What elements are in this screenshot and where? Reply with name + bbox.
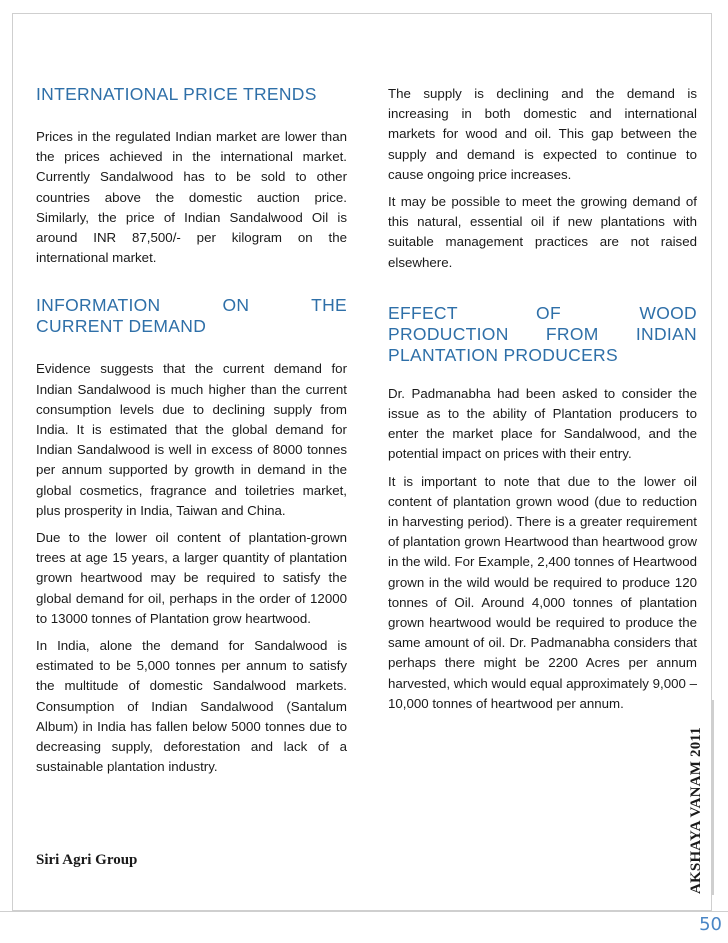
footer-divider bbox=[0, 911, 728, 912]
section-title-international-price-trends: INTERNATIONAL PRICE TRENDS bbox=[36, 84, 317, 104]
paragraph: In India, alone the demand for Sandalwood is estimated to be 5,000 tonnes per annum to satisfy the multitude of domestic Sandalwood markets. Consumption of Indian Sandalwood (Santalum Album) in India has fallen below 5000 tonnes due to decreasing supply, deforestation and lack of a sustainable plantation industry. bbox=[36, 638, 347, 775]
section-title-current-demand-line2: CURRENT DEMAND bbox=[36, 316, 207, 337]
paragraph: Prices in the regulated Indian market are lower than the prices achieved in the international market. Currently Sandalwood has to be sold to other countries above the domestic auction price. Similarly, the price of Indian Sandalwood Oil is around INR 87,500/- per kilogram on the international market. bbox=[36, 129, 347, 266]
magazine-title: AKSHAYA VANAM 2011 bbox=[688, 727, 704, 894]
paragraph: It may be possible to meet the growing demand of this natural, essential oil if new plantations with suitable management practices are not raised elsewhere. bbox=[388, 194, 697, 270]
section-title-effect-line1: EFFECT OF WOOD bbox=[388, 302, 697, 323]
paragraph: Due to the lower oil content of plantation-grown trees at age 15 years, a larger quantity of plantation grown heartwood may be required to satisfy the global demand for oil, perhaps in the order of 12000 to 13000 tonnes of Plantation grow heartwood. bbox=[36, 530, 347, 626]
paragraph: Evidence suggests that the current demand for Indian Sandalwood is much higher than the current consumption levels due to declining supply from India. It is estimated that the global demand for Indian Sandalwood is well in excess of 8000 tonnes per annum supported by growth in demand in the global cosmetics, fragrance and toiletries market, plus prosperity in India, Taiwan and China. bbox=[36, 361, 347, 518]
side-rule bbox=[712, 700, 714, 895]
section-title-effect-line3: PLANTATION PRODUCERS bbox=[388, 344, 618, 365]
paragraph: Dr. Padmanabha had been asked to consider the issue as to the ability of Plantation producers to enter the market place for Sandalwood, and the potential impact on prices with their entry. bbox=[388, 385, 697, 462]
left-column bbox=[36, 84, 347, 777]
section-title-effect-line2: PRODUCTION FROM INDIAN bbox=[388, 323, 697, 344]
section-title-current-demand-line1: INFORMATION ON THE bbox=[36, 295, 347, 316]
page-number: 50 bbox=[699, 914, 722, 935]
paragraph: It is important to note that due to the lower oil content of plantation grown wood (due to reduction in harvesting period). There is a greater requirement of plantation grown Heartwood than heartwood grow in the wild. For Example, 2,400 tonnes of Heartwood grown in the wild would be required to produce 120 tonnes of Oil. Around 4,000 tonnes of plantation grown heartwood would be required to produce the same amount of oil. Dr. Padmanabha considers that perhaps there might be 2200 Acres per annum harvested, which would equal approximately 9,000 – 10,000 tonnes of heartwood per annum. bbox=[388, 473, 697, 711]
paragraph: The supply is declining and the demand is increasing in both domestic and international markets for wood and oil. This gap between the supply and demand is expected to continue to cause ongoing price increases. bbox=[388, 86, 697, 182]
publisher-name: Siri Agri Group bbox=[36, 852, 138, 868]
right-column bbox=[388, 84, 697, 714]
